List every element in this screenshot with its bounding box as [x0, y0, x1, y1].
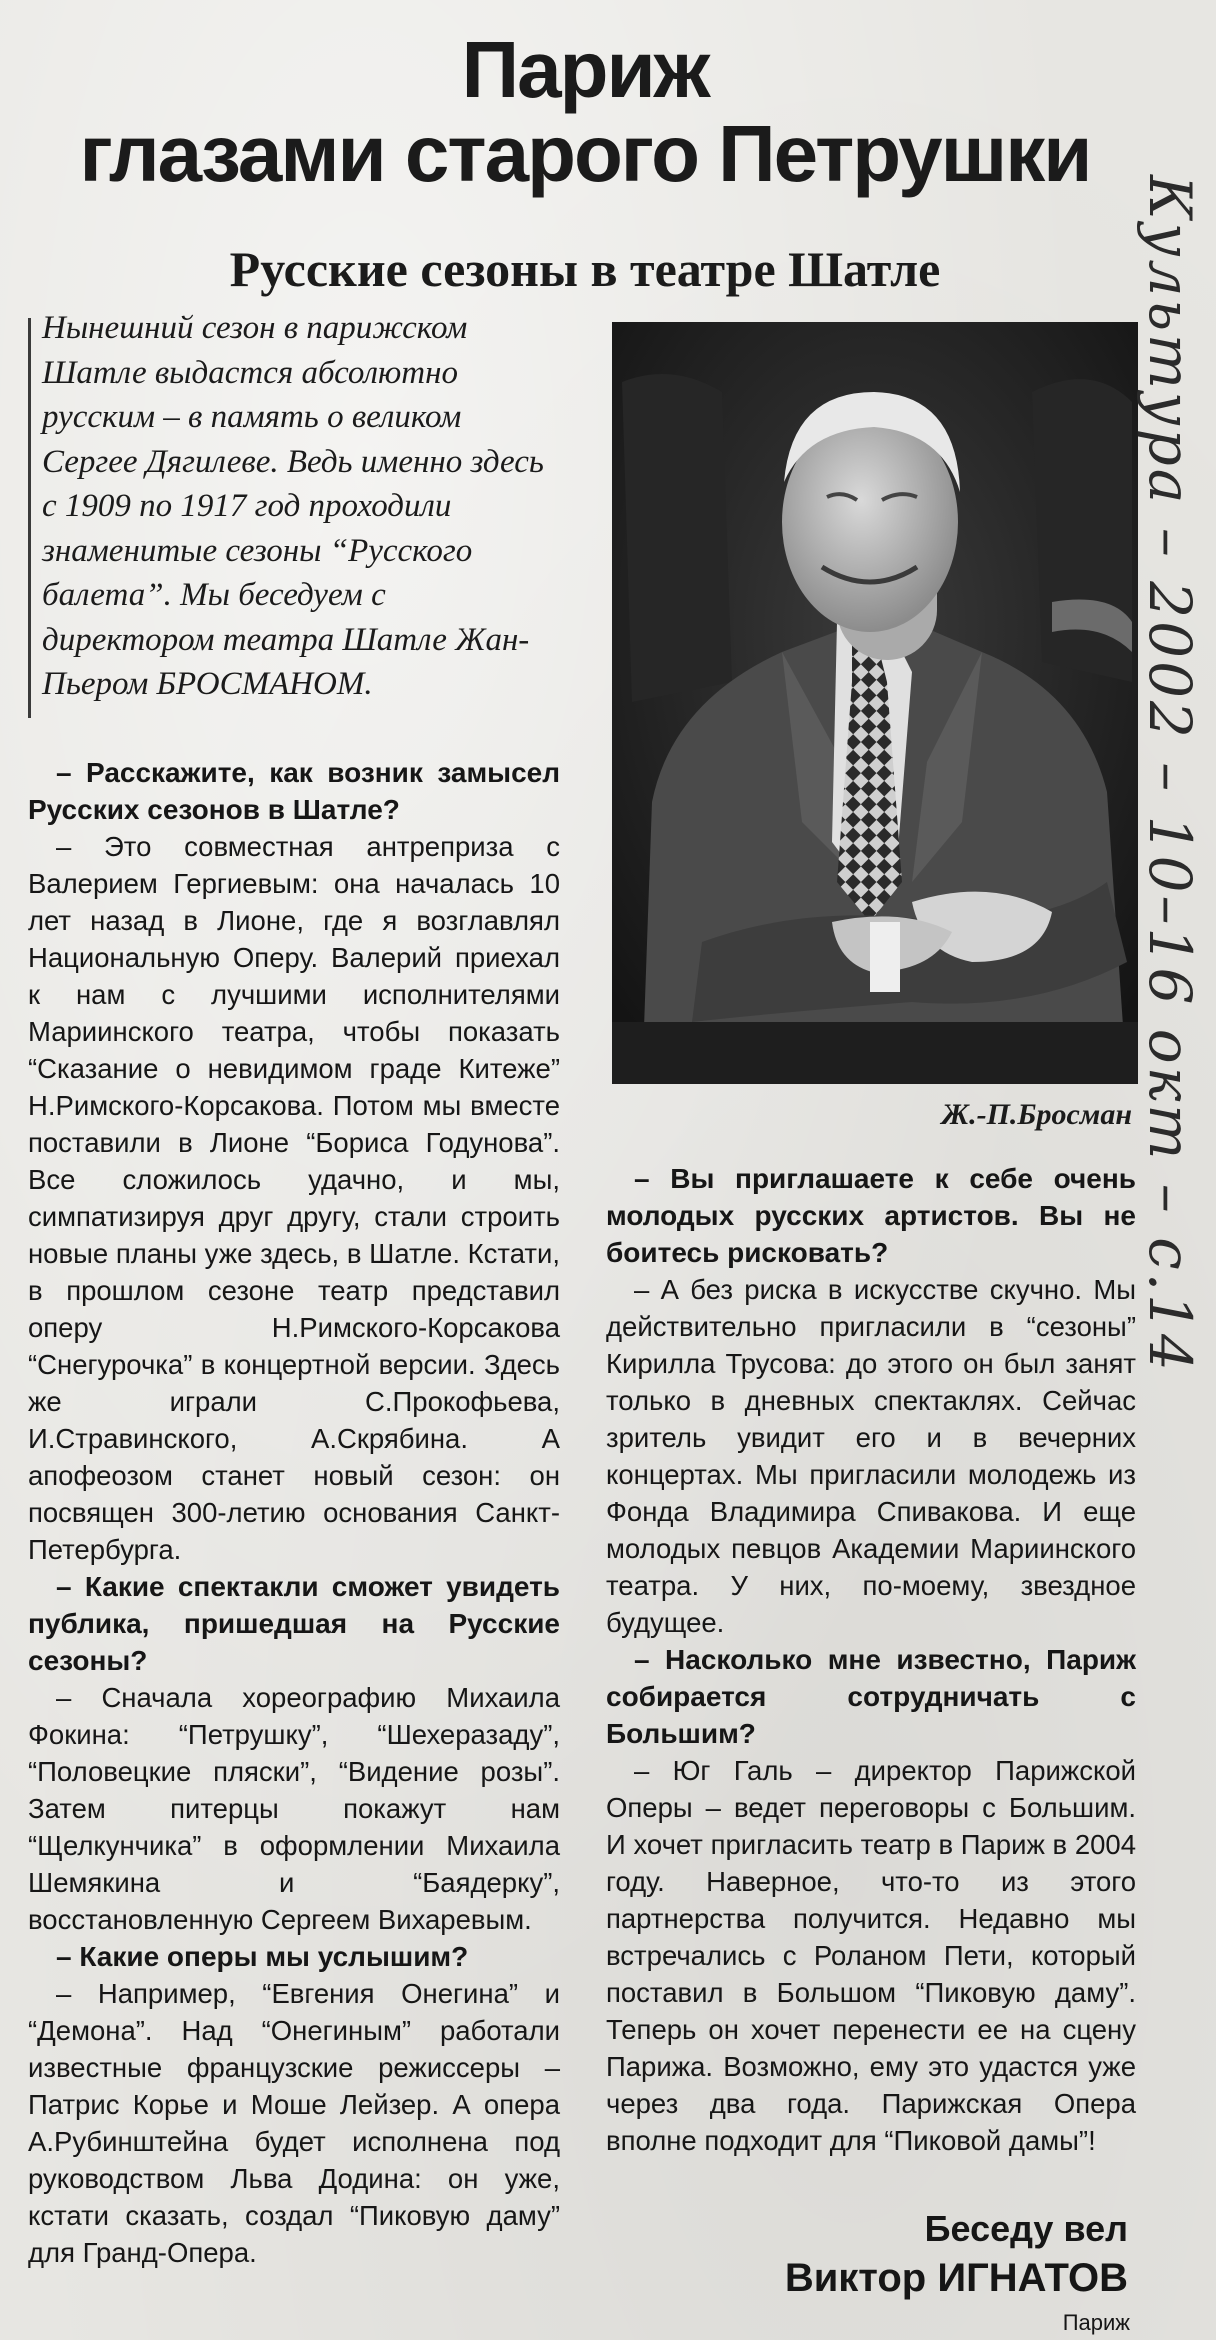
interview-answer: – Например, “Евгения Онегина” и “Демона”. Над “Онегиным” работали известные французские режиссеры – Патрис Корье и Моше Лейзер. А опера А.Рубинштейна будет исполнена под руководством Льва Додина: он уже, кстати сказать, создал “Пиковую даму” для Гранд-Опера. [28, 1978, 560, 2268]
right-column [606, 1160, 1136, 2159]
interview-question: – Какие оперы мы услышим? [56, 1941, 469, 1972]
interview-question: – Насколько мне известно, Париж собирается сотрудничать с Большим? [606, 1644, 1136, 1749]
headline-line-2: глазами старого Петрушки [79, 109, 1091, 198]
subheadline: Русские сезоны в театре Шатле [229, 241, 941, 297]
handwritten-note: Культура – 2002 – 10–16 окт – с.14 [1136, 175, 1204, 1374]
portrait-photo [612, 322, 1138, 1084]
interview-question: – Вы приглашаете к себе очень молодых русских артистов. Вы не боитесь рисковать? [606, 1163, 1136, 1268]
interview-question: – Расскажите, как возник замысел Русских сезонов в Шатле? [28, 757, 560, 825]
lead-paragraph: Нынешний сезон в парижском Шатле выдастся абсолютно русским – в память о великом Сергее Дягилеве. Ведь именно здесь с 1909 по 1917 год проходили знаменитые сезоны “Русского балета”. Мы беседуем с директором театра Шатле Жан-Пьером БРОСМАНОМ. [42, 310, 544, 702]
byline-label: Беседу вел [924, 2208, 1128, 2249]
interview-answer: – Сначала хореографию Михаила Фокина: “Петрушку”, “Шехеразаду”, “Половецкие пляски”, “Видение розы”. Затем питерцы покажут нам “Щелкунчика” в оформлении Михаила Шемякина и “Баядерку”, восстановленную Сергеем Вихаревым. [28, 1682, 560, 1935]
interview-answer: – Юг Галь – директор Парижской Оперы – ведет переговоры с Большим. И хочет пригласить театр в Париж в 2004 году. Наверное, что-то из этого партнерства получится. Недавно мы встречались с Роланом Пети, который поставил в Большом “Пиковую даму”. Теперь он хочет перенести ее на сцену Парижа. Возможно, ему это удастся уже через два года. Парижская Опера вполне подходит для “Пиковой дамы”! [606, 1755, 1136, 2156]
interview-answer: – Это совместная антреприза с Валерием Гергиевым: она началась 10 лет назад в Лионе, где я возглавлял Национальную Оперу. Валерий приехал к нам с лучшими исполнителями Мариинского театра, чтобы показать “Сказание о невидимом граде Китеже” Н.Римского-Корсакова. Потом мы вместе поставили в Лионе “Бориса Годунова”. Все сложилось удачно, и мы, симпатизируя друг другу, стали строить новые планы уже здесь, в Шатле. Кстати, в прошлом сезоне театр представил оперу Н.Римского-Корсакова “Снегурочка” в концертной версии. Здесь же играли С.Прокофьева, И.Стравинского, А.Скрябина. А апофеозом станет новый сезон: он посвящен 300-летию основания Санкт-Петербурга. [28, 831, 560, 1565]
interview-answer: – А без риска в искусстве скучно. Мы действительно пригласили в “сезоны” Кирилла Трусова: до этого он был занят только в дневных спектаклях. Сейчас зритель увидит его и в вечерних концертах. Мы пригласили молодежь из Фонда Владимира Спивакова. И еще молодых певцов Академии Мариинского театра. У них, по-моему, звездное будущее. [606, 1274, 1136, 1638]
dateline: Париж [1062, 2310, 1130, 2335]
photo-caption: Ж.-П.Бросман [941, 1098, 1132, 1131]
lead-rule [28, 318, 31, 718]
left-column [28, 754, 560, 2271]
byline-author: Виктор ИГНАТОВ [784, 2256, 1128, 2300]
headline [40, 25, 1130, 198]
interview-question: – Какие спектакли сможет увидеть публика, пришедшая на Русские сезоны? [28, 1571, 560, 1676]
headline-line-1: Париж [461, 25, 709, 114]
portrait-illustration [612, 322, 1138, 1084]
